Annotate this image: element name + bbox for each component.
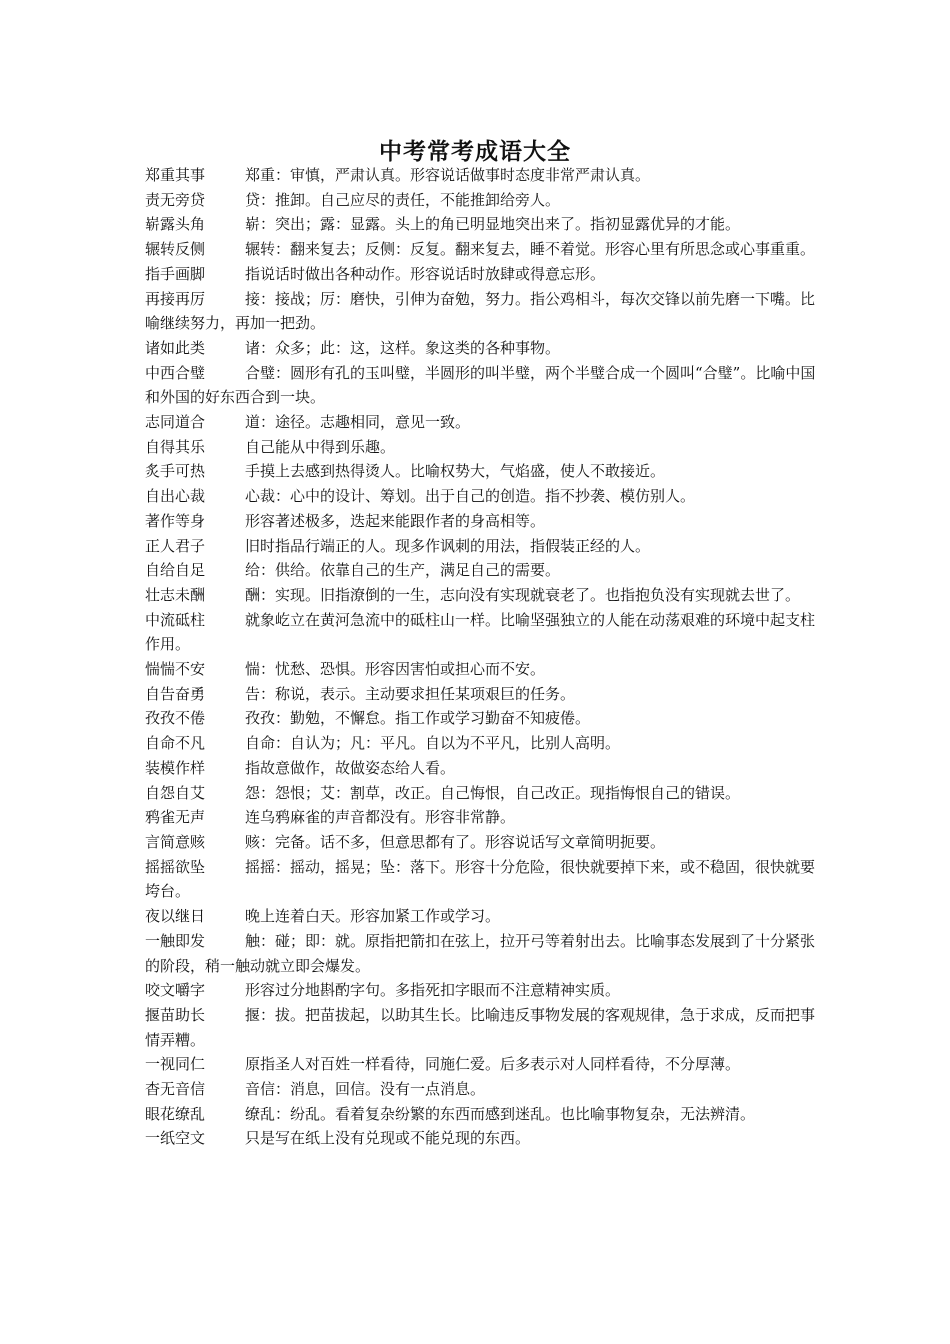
idiom-definition: 形容著述极多，迭起来能跟作者的身高相等。	[245, 511, 546, 530]
idiom-term: 自给自足	[145, 561, 206, 580]
idiom-definition: 崭：突出；露：显露。头上的角已明显地突出来了。指初显露优异的才能。	[245, 215, 741, 234]
idiom-definition: 孜孜：勤勉，不懈怠。指工作或学习勤奋不知疲倦。	[245, 709, 591, 728]
idiom-definition: 原指圣人对百姓一样看待，同施仁爱。后多表示对人同样看待，不分厚薄。	[245, 1055, 741, 1074]
idiom-term: 责无旁贷	[145, 190, 206, 209]
idiom-definition: 辗转：翻来复去；反侧：反复。翻来复去，睡不着觉。形容心里有所思念或心事重重。	[245, 240, 816, 259]
idiom-definition: 接：接战；厉：磨快，引伸为奋勉，努力。指公鸡相斗，每次交锋以前先磨一下嘴。比喻继续努力，再加一把劲。	[145, 289, 816, 333]
idiom-term: 孜孜不倦	[145, 709, 206, 728]
idiom-term: 言简意赅	[145, 832, 206, 851]
idiom-entry	[145, 163, 820, 188]
page-title: 中考常考成语大全	[379, 138, 571, 165]
idiom-term: 眼花缭乱	[145, 1104, 206, 1123]
idiom-entry	[145, 336, 820, 361]
idiom-definition: 贷：推卸。自己应尽的责任，不能推卸给旁人。	[245, 190, 561, 209]
idiom-entry	[145, 558, 820, 583]
idiom-term: 咬文嚼字	[145, 981, 206, 1000]
idiom-definition: 就象屹立在黄河急流中的砥柱山一样。比喻坚强独立的人能在动荡艰难的环境中起支柱作用。	[145, 610, 816, 654]
idiom-entry	[145, 237, 820, 262]
idiom-term: 中流砥柱	[145, 610, 206, 629]
idiom-term: 中西合璧	[145, 363, 206, 382]
idiom-definition: 道：途径。志趣相同，意见一致。	[245, 413, 471, 432]
idiom-term: 夜以继日	[145, 907, 206, 926]
idiom-definition: 酬：实现。旧指潦倒的一生，志向没有实现就衰老了。也指抱负没有实现就去世了。	[245, 585, 801, 604]
idiom-definition: 合璧：圆形有孔的玉叫璧，半圆形的叫半璧，两个半璧合成一个圆叫“合璧”。比喻中国和外国的好东西合到一块。	[145, 363, 816, 407]
idiom-term: 志同道合	[145, 413, 206, 432]
idiom-term: 正人君子	[145, 536, 206, 555]
idiom-entry	[145, 805, 820, 830]
idiom-definition: 摇摇：摇动，摇晃；坠：落下。形容十分危险，很快就要掉下来，或不稳固，很快就要垮台。	[145, 857, 816, 901]
idiom-term: 炙手可热	[145, 462, 206, 481]
idiom-definition: 缭乱：纷乱。看着复杂纷繁的东西而感到迷乱。也比喻事物复杂，无法辨清。	[245, 1104, 756, 1123]
idiom-definition: 心裁：心中的设计、筹划。出于自己的创造。指不抄袭、模仿别人。	[245, 487, 696, 506]
idiom-entry	[145, 608, 820, 657]
idiom-entry	[145, 484, 820, 509]
idiom-list	[145, 163, 820, 1151]
idiom-term: 再接再厉	[145, 289, 206, 308]
idiom-definition: 告：称说，表示。主动要求担任某项艰巨的任务。	[245, 684, 576, 703]
idiom-entry	[145, 212, 820, 237]
idiom-term: 著作等身	[145, 511, 206, 530]
idiom-term: 杳无音信	[145, 1080, 206, 1099]
idiom-entry	[145, 855, 820, 904]
idiom-entry	[145, 830, 820, 855]
idiom-entry	[145, 904, 820, 929]
idiom-entry	[145, 781, 820, 806]
idiom-term: 崭露头角	[145, 215, 206, 234]
idiom-entry	[145, 410, 820, 435]
idiom-entry	[145, 682, 820, 707]
idiom-term: 装模作样	[145, 758, 206, 777]
idiom-term: 自得其乐	[145, 437, 206, 456]
idiom-term: 揠苗助长	[145, 1005, 206, 1024]
idiom-entry	[145, 1003, 820, 1052]
idiom-definition: 指说话时做出各种动作。形容说话时放肆或得意忘形。	[245, 264, 606, 283]
idiom-term: 一触即发	[145, 931, 206, 950]
idiom-entry	[145, 929, 820, 978]
idiom-entry	[145, 1102, 820, 1127]
idiom-definition: 自己能从中得到乐趣。	[245, 437, 396, 456]
idiom-definition: 触：碰；即：就。原指把箭扣在弦上，拉开弓等着射出去。比喻事态发展到了十分紧张的阶段，稍一触动就立即会爆发。	[145, 931, 816, 975]
idiom-term: 诸如此类	[145, 338, 206, 357]
idiom-definition: 旧时指品行端正的人。现多作讽刺的用法，指假装正经的人。	[245, 536, 651, 555]
idiom-definition: 手摸上去感到热得烫人。比喻权势大，气焰盛，使人不敢接近。	[245, 462, 666, 481]
idiom-term: 鸦雀无声	[145, 808, 206, 827]
idiom-term: 自告奋勇	[145, 684, 206, 703]
idiom-entry	[145, 509, 820, 534]
idiom-entry	[145, 756, 820, 781]
idiom-term: 壮志未酬	[145, 585, 206, 604]
idiom-term: 一纸空文	[145, 1129, 206, 1148]
idiom-definition: 指故意做作，故做姿态给人看。	[245, 758, 456, 777]
idiom-definition: 给：供给。依靠自己的生产，满足自己的需要。	[245, 561, 561, 580]
idiom-entry	[145, 435, 820, 460]
idiom-entry	[145, 978, 820, 1003]
idiom-definition: 揠：拔。把苗拔起，以助其生长。比喻违反事物发展的客观规律，急于求成，反而把事情弄糟。	[145, 1005, 816, 1049]
idiom-entry	[145, 262, 820, 287]
idiom-entry	[145, 1126, 820, 1151]
idiom-term: 一视同仁	[145, 1055, 206, 1074]
idiom-definition: 怨：怨恨；艾：割草，改正。自己悔恨，自己改正。现指悔恨自己的错误。	[245, 783, 741, 802]
idiom-entry	[145, 731, 820, 756]
idiom-term: 摇摇欲坠	[145, 857, 206, 876]
idiom-definition: 赅：完备。话不多，但意思都有了。形容说话写文章简明扼要。	[245, 832, 666, 851]
idiom-definition: 连乌鸦麻雀的声音都没有。形容非常静。	[245, 808, 516, 827]
idiom-entry	[145, 706, 820, 731]
idiom-entry	[145, 361, 820, 410]
idiom-term: 惴惴不安	[145, 660, 206, 679]
idiom-definition: 音信：消息，回信。没有一点消息。	[245, 1080, 486, 1099]
idiom-entry	[145, 188, 820, 213]
idiom-definition: 晚上连着白天。形容加紧工作或学习。	[245, 907, 501, 926]
idiom-definition: 自命：自认为；凡：平凡。自以为不平凡，比别人高明。	[245, 734, 621, 753]
idiom-term: 自命不凡	[145, 734, 206, 753]
idiom-term: 指手画脚	[145, 264, 206, 283]
idiom-term: 辗转反侧	[145, 240, 206, 259]
idiom-definition: 惴：忧愁、恐惧。形容因害怕或担心而不安。	[245, 660, 546, 679]
idiom-definition: 郑重：审慎，严肃认真。形容说话做事时态度非常严肃认真。	[245, 166, 651, 184]
idiom-entry	[145, 583, 820, 608]
idiom-entry	[145, 287, 820, 336]
idiom-entry	[145, 1077, 820, 1102]
idiom-definition: 只是写在纸上没有兑现或不能兑现的东西。	[245, 1129, 531, 1148]
idiom-term: 自出心裁	[145, 487, 206, 506]
idiom-entry	[145, 657, 820, 682]
idiom-definition: 形容过分地斟酌字句。多指死扣字眼而不注意精神实质。	[245, 981, 621, 1000]
idiom-entry	[145, 1052, 820, 1077]
idiom-term: 郑重其事	[145, 166, 206, 184]
idiom-definition: 诸：众多；此：这，这样。象这类的各种事物。	[245, 338, 561, 357]
idiom-entry	[145, 534, 820, 559]
idiom-entry	[145, 459, 820, 484]
idiom-term: 自怨自艾	[145, 783, 206, 802]
